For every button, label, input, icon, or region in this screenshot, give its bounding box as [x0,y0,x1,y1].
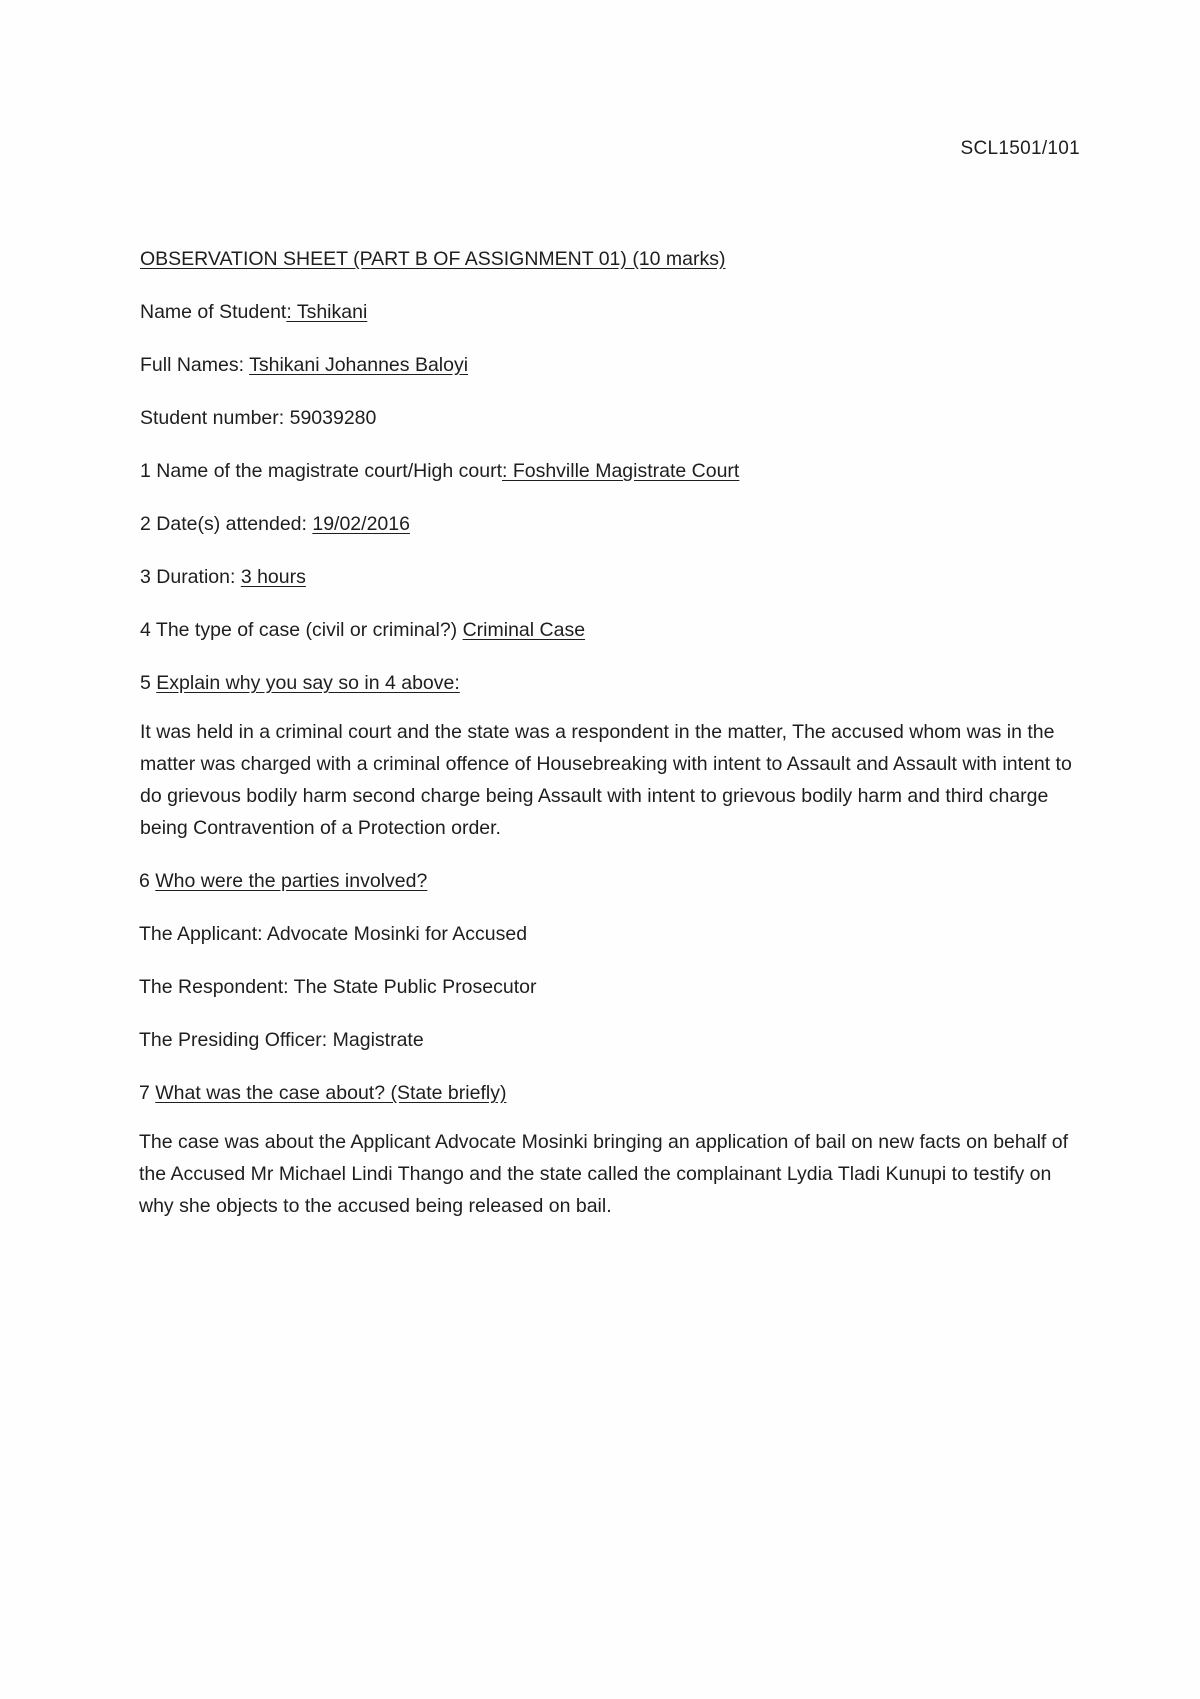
date-attended-label: 2 Date(s) attended: [140,513,313,535]
court-name-label: 1 Name of the magistrate court/High court [140,460,502,482]
court-name-value: : Foshville Magistrate Court [502,460,740,482]
presiding-officer-row: The Presiding Officer: Magistrate [139,1029,424,1051]
parties-label: Who were the parties involved? [155,870,428,892]
parties-number: 6 [139,870,156,892]
course-code: SCL1501/101 [960,138,1080,159]
date-attended-value: 19/02/2016 [312,513,410,535]
student-number-label: Student number: [140,407,290,429]
date-attended-row [140,508,1080,540]
duration-row [140,561,1080,593]
explain-answer: It was held in a criminal court and the state was a respondent in the matter, The accused whom was in the matter was charged with a criminal offence of Housebreaking with intent to Assault and Assault with intent to do grievous bodily harm second charge being Assault with intent to grievous bodily harm and third charge being Contravention of a Protection order. [140,721,1072,839]
sheet-title-text: OBSERVATION SHEET (PART B OF ASSIGNMENT 01) (10 marks) [140,248,726,270]
explain-label: Explain why you say so in 4 above: [156,672,460,694]
duration-label: 3 Duration: [140,566,241,588]
case-type-label: 4 The type of case (civil or criminal?) [140,619,463,641]
duration-value: 3 hours [240,566,306,588]
respondent-row: The Respondent: The State Public Prosecutor [139,976,537,998]
full-names-row [140,349,1080,381]
full-names-value: Tshikani Johannes Baloyi [249,354,469,376]
student-number-row [140,402,1080,434]
student-number-value: 59039280 [289,407,377,429]
student-name-value: : Tshikani [286,301,368,323]
sheet-title [140,243,1080,275]
case-about-answer: The case was about the Applicant Advocate Mosinki bringing an application of bail on new facts on behalf of the Accused Mr Michael Lindi Thango and the state called the complainant Lydia Tladi Kunupi to testify on why she objects to the accused being released on bail. [139,1131,1069,1217]
full-names-label: Full Names: [140,354,250,376]
case-type-value: Criminal Case [462,619,586,641]
case-type-row [140,614,1080,646]
applicant-row: The Applicant: Advocate Mosinki for Accused [139,923,528,945]
parties-heading [139,865,1080,897]
case-about-number: 7 [139,1082,156,1104]
observation-sheet [140,243,1080,1243]
explain-number: 5 [140,672,157,694]
explain-heading [140,667,1080,699]
student-name-label: Name of Student [140,301,287,323]
case-about-heading [139,1077,1080,1109]
case-about-label: What was the case about? (State briefly) [155,1082,507,1104]
student-name-row [140,296,1080,328]
court-name-row [140,455,1080,487]
